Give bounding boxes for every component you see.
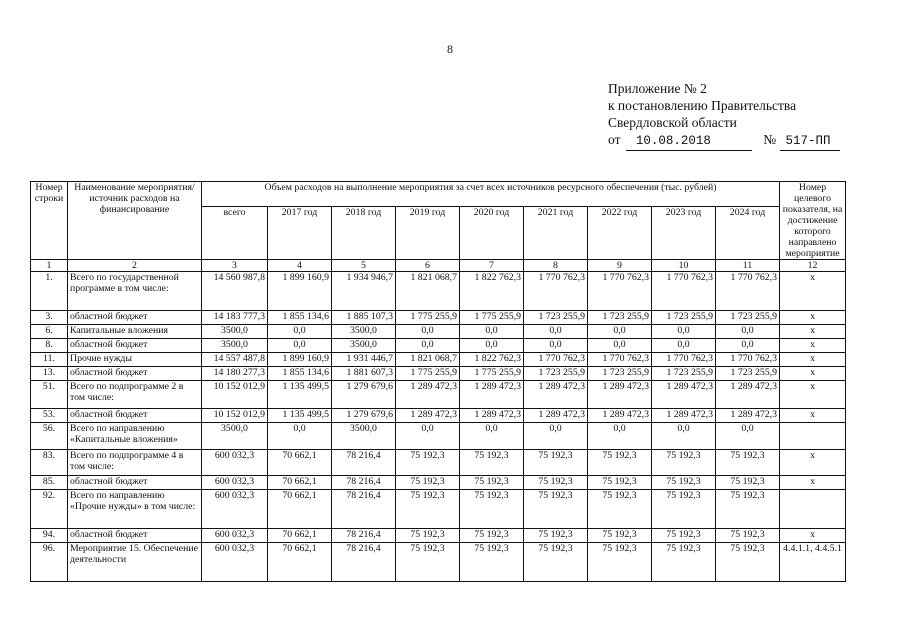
row-value: 78 216,4 [332,490,396,529]
row-target: х [780,339,846,353]
row-value: 1 723 255,9 [588,311,652,325]
row-target: х [780,450,846,476]
row-value: 1 770 762,3 [716,272,780,311]
row-target: х [780,353,846,367]
row-name: областной бюджет [68,339,202,353]
row-value: 14 180 277,3 [202,367,268,381]
row-value: 1 289 472,3 [588,381,652,409]
table-row [31,311,846,325]
row-value: 1 279 679,6 [332,381,396,409]
row-number: 53. [31,409,68,423]
header-name: Наименование мероприятия/источник расходов на финансирование [68,182,202,260]
row-value: 3500,0 [202,325,268,339]
row-value: 1 289 472,3 [396,409,460,423]
row-value: 600 032,3 [202,543,268,582]
row-name: областной бюджет [68,367,202,381]
row-number: 51. [31,381,68,409]
row-number: 56. [31,423,68,450]
table-row [31,543,846,582]
row-value: 14 183 777,3 [202,311,268,325]
header-target: Номер целевого показателя, на достижение которого направлено мероприятие [780,182,846,260]
table-row [31,409,846,423]
row-value: 0,0 [460,339,524,353]
column-number: 10 [652,260,716,272]
page-number: 8 [447,42,453,56]
column-number: 12 [780,260,846,272]
row-value: 75 192,3 [652,450,716,476]
row-value: 75 192,3 [524,543,588,582]
column-number: 6 [396,260,460,272]
row-value: 70 662,1 [268,450,332,476]
row-value: 3500,0 [202,423,268,450]
resolution-number: 517-ПП [780,133,840,151]
header-2020: 2020 год [460,207,524,260]
column-number: 3 [202,260,268,272]
table-row [31,325,846,339]
row-name: Всего по подпрограмме 4 в том числе: [68,450,202,476]
row-value: 75 192,3 [524,529,588,543]
row-value: 75 192,3 [396,529,460,543]
row-value: 1 723 255,9 [652,311,716,325]
header-2023: 2023 год [652,207,716,260]
row-value: 1 822 762,3 [460,272,524,311]
row-value: 1 289 472,3 [652,409,716,423]
table-row [31,381,846,409]
column-number: 9 [588,260,652,272]
row-value: 1 723 255,9 [524,367,588,381]
row-value: 1 770 762,3 [524,353,588,367]
table-row [31,272,846,311]
header-total: всего [202,207,268,260]
row-value: 1 821 068,7 [396,272,460,311]
row-value: 1 775 255,9 [396,311,460,325]
row-name: областной бюджет [68,409,202,423]
row-value: 1 289 472,3 [652,381,716,409]
row-value: 0,0 [716,423,780,450]
table-row [31,339,846,353]
row-value: 0,0 [652,339,716,353]
row-name: Всего по подпрограмме 2 в том числе: [68,381,202,409]
row-target: х [780,476,846,490]
column-number: 4 [268,260,332,272]
row-value: 600 032,3 [202,450,268,476]
row-target [780,490,846,529]
row-number: 1. [31,272,68,311]
row-value: 75 192,3 [716,450,780,476]
row-value: 1 934 946,7 [332,272,396,311]
row-value: 0,0 [652,423,716,450]
row-value: 600 032,3 [202,490,268,529]
row-value: 1 289 472,3 [524,381,588,409]
column-number: 5 [332,260,396,272]
header-2021: 2021 год [524,207,588,260]
row-value: 1 885 107,3 [332,311,396,325]
row-value: 0,0 [524,423,588,450]
row-value: 1 723 255,9 [716,311,780,325]
row-value: 1 289 472,3 [460,381,524,409]
row-value: 1 723 255,9 [652,367,716,381]
header-volume: Объем расходов на выполнение мероприятия за счет всех источников ресурсного обеспечения (тыс. рублей) [202,182,780,207]
row-value: 1 289 472,3 [716,409,780,423]
row-value: 14 560 987,8 [202,272,268,311]
row-value: 75 192,3 [588,490,652,529]
row-target: х [780,381,846,409]
row-value: 0,0 [396,423,460,450]
row-value: 1 770 762,3 [652,272,716,311]
row-value: 75 192,3 [652,490,716,529]
row-target: х [780,409,846,423]
row-value: 0,0 [716,339,780,353]
column-number: 11 [716,260,780,272]
table-body [31,182,846,582]
row-value: 1 289 472,3 [524,409,588,423]
row-value: 75 192,3 [588,543,652,582]
row-value: 3500,0 [202,339,268,353]
row-number: 96. [31,543,68,582]
row-value: 78 216,4 [332,529,396,543]
row-value: 75 192,3 [524,476,588,490]
row-value: 1 931 446,7 [332,353,396,367]
row-value: 70 662,1 [268,543,332,582]
row-value: 1 289 472,3 [588,409,652,423]
row-value: 1 135 499,5 [268,381,332,409]
row-name: Всего по направлению «Прочие нужды» в том числе: [68,490,202,529]
row-value: 75 192,3 [716,543,780,582]
appendix-date-line [608,131,840,151]
table-row [31,529,846,543]
row-value: 75 192,3 [460,543,524,582]
row-value: 0,0 [588,339,652,353]
column-number: 8 [524,260,588,272]
row-value: 75 192,3 [652,476,716,490]
row-value: 78 216,4 [332,476,396,490]
appendix-region: Свердловской области [608,115,737,130]
row-target: х [780,311,846,325]
row-value: 75 192,3 [396,543,460,582]
row-value: 0,0 [588,325,652,339]
table-row [31,423,846,450]
row-value: 75 192,3 [396,490,460,529]
row-value: 1 821 068,7 [396,353,460,367]
row-value: 75 192,3 [652,543,716,582]
row-value: 1 770 762,3 [716,353,780,367]
row-value: 3500,0 [332,423,396,450]
row-value: 75 192,3 [396,476,460,490]
row-value: 70 662,1 [268,476,332,490]
column-numbers-row [31,260,846,272]
row-value: 14 557 487,8 [202,353,268,367]
row-value: 0,0 [460,325,524,339]
row-value: 1 881 607,3 [332,367,396,381]
number-sign: № [763,132,777,147]
row-value: 1 135 499,5 [268,409,332,423]
header-2017: 2017 год [268,207,332,260]
row-name: Мероприятие 15. Обеспечение деятельности [68,543,202,582]
row-target: х [780,325,846,339]
row-target: х [780,529,846,543]
row-value: 600 032,3 [202,529,268,543]
row-name: Всего по государственной программе в том числе: [68,272,202,311]
row-value: 75 192,3 [588,529,652,543]
header-2018: 2018 год [332,207,396,260]
row-value: 1 770 762,3 [588,272,652,311]
row-value: 75 192,3 [716,529,780,543]
row-value: 1 855 134,6 [268,367,332,381]
row-name: областной бюджет [68,529,202,543]
row-value: 1 775 255,9 [396,367,460,381]
row-number: 83. [31,450,68,476]
row-value: 0,0 [524,339,588,353]
row-value: 78 216,4 [332,543,396,582]
row-value: 75 192,3 [588,450,652,476]
row-number: 85. [31,476,68,490]
row-value: 75 192,3 [716,476,780,490]
row-value: 1 775 255,9 [460,311,524,325]
row-value: 0,0 [652,325,716,339]
header-row-no: Номер строки [31,182,68,260]
row-value: 1 289 472,3 [396,381,460,409]
row-value: 0,0 [524,325,588,339]
row-value: 75 192,3 [716,490,780,529]
row-number: 11. [31,353,68,367]
header-2022: 2022 год [588,207,652,260]
row-value: 0,0 [396,325,460,339]
row-target: х [780,367,846,381]
row-value: 1 770 762,3 [588,353,652,367]
row-value: 75 192,3 [460,490,524,529]
table-row [31,476,846,490]
row-value: 70 662,1 [268,529,332,543]
row-target: х [780,272,846,311]
row-value: 1 723 255,9 [716,367,780,381]
row-value: 1 723 255,9 [524,311,588,325]
row-value: 0,0 [588,423,652,450]
row-value: 75 192,3 [460,529,524,543]
row-value: 1 855 134,6 [268,311,332,325]
row-value: 75 192,3 [460,450,524,476]
table-row [31,367,846,381]
appendix-title: Приложение № 2 [608,81,707,96]
row-number: 8. [31,339,68,353]
row-value: 75 192,3 [652,529,716,543]
row-value: 10 152 012,9 [202,409,268,423]
row-name: Капитальные вложения [68,325,202,339]
table-row [31,450,846,476]
row-value: 1 279 679,6 [332,409,396,423]
row-value: 600 032,3 [202,476,268,490]
row-name: Всего по направлению «Капитальные вложения» [68,423,202,450]
row-value: 75 192,3 [460,476,524,490]
row-value: 3500,0 [332,339,396,353]
appendix-block [608,80,840,151]
row-value: 0,0 [716,325,780,339]
table-row [31,490,846,529]
column-number: 7 [460,260,524,272]
column-number: 2 [68,260,202,272]
table-row [31,353,846,367]
row-value: 1 770 762,3 [652,353,716,367]
row-value: 75 192,3 [524,450,588,476]
row-target: 4.4.1.1, 4.4.5.1 [780,543,846,582]
row-value: 0,0 [460,423,524,450]
row-number: 13. [31,367,68,381]
row-name: областной бюджет [68,476,202,490]
row-value: 70 662,1 [268,490,332,529]
row-value: 75 192,3 [588,476,652,490]
row-value: 1 899 160,9 [268,272,332,311]
row-value: 75 192,3 [396,450,460,476]
row-number: 94. [31,529,68,543]
row-number: 92. [31,490,68,529]
column-number: 1 [31,260,68,272]
row-value: 0,0 [396,339,460,353]
row-value: 1 289 472,3 [460,409,524,423]
row-value: 1 723 255,9 [588,367,652,381]
row-value: 10 152 012,9 [202,381,268,409]
header-row [31,182,846,207]
row-value: 3500,0 [332,325,396,339]
row-target [780,423,846,450]
header-2019: 2019 год [396,207,460,260]
row-value: 1 775 255,9 [460,367,524,381]
row-value: 0,0 [268,423,332,450]
row-value: 75 192,3 [524,490,588,529]
row-value: 1 770 762,3 [524,272,588,311]
row-value: 1 899 160,9 [268,353,332,367]
row-value: 1 289 472,3 [716,381,780,409]
row-value: 0,0 [268,325,332,339]
row-name: Прочие нужды [68,353,202,367]
date-prefix: от [608,132,621,147]
expense-table [30,181,846,582]
resolution-date: 10.08.2018 [626,133,752,151]
row-number: 6. [31,325,68,339]
row-value: 78 216,4 [332,450,396,476]
appendix-resolution: к постановлению Правительства [608,98,797,113]
row-number: 3. [31,311,68,325]
header-2024: 2024 год [716,207,780,260]
row-value: 1 822 762,3 [460,353,524,367]
row-name: областной бюджет [68,311,202,325]
row-value: 0,0 [268,339,332,353]
